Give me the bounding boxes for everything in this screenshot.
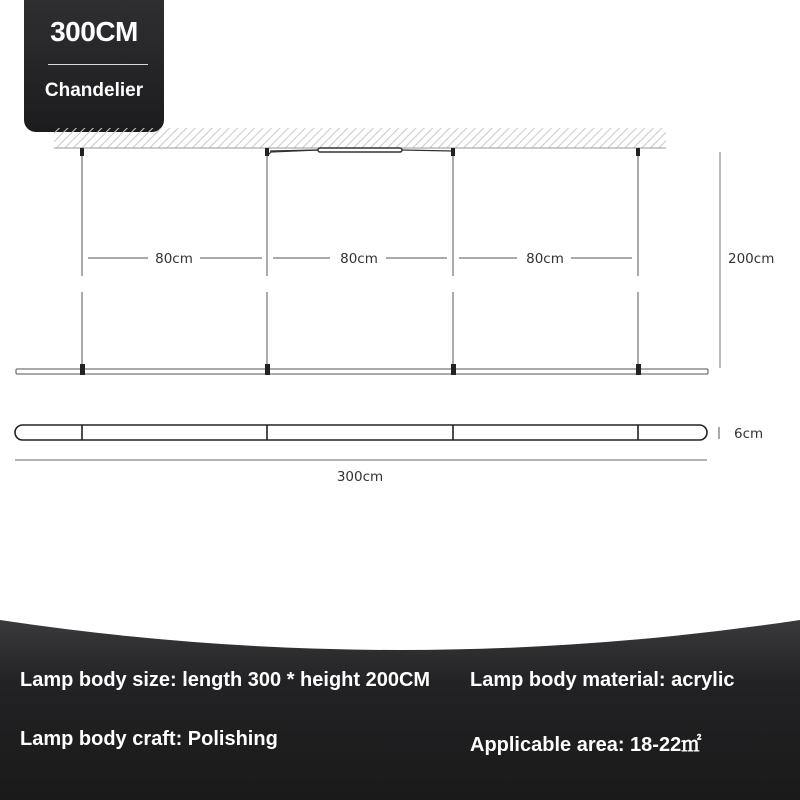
height-label: 200cm [728,251,775,267]
length-label: 300cm [336,469,384,485]
thickness-label: 6cm [734,426,764,442]
ceiling-mount [265,148,269,156]
spec-material: Lamp body material: acrylic [470,669,735,691]
spacing-label-2: 80cm [340,251,378,267]
ceiling-mount [636,148,640,156]
lamp-bar-front [15,425,707,440]
ceiling-hatch [54,128,666,148]
wire-clamp [451,364,456,375]
canopy [318,148,402,152]
spec-footer-bg [0,600,800,800]
wire-break [76,276,88,292]
badge-type-label: Chandelier [44,80,144,101]
wire-break [261,276,273,292]
spec-area: Applicable area: 18-22㎡ [470,734,702,756]
ceiling-mount [80,148,84,156]
lamp-bar-side [16,369,708,374]
ceiling-mount [451,148,455,156]
wire-clamp [80,364,85,375]
spacing-label-3: 80cm [526,251,564,267]
power-cable-right [402,150,452,151]
wire-clamp [265,364,270,375]
spec-body-size: Lamp body size: length 300 * height 200CM [20,669,431,691]
wire-clamp [636,364,641,375]
wire-break [447,276,459,292]
wire-break [632,276,644,292]
spacing-label-1: 80cm [155,251,193,267]
spec-craft: Lamp body craft: Polishing [20,728,278,750]
badge-size-label: 300CM [50,16,138,47]
